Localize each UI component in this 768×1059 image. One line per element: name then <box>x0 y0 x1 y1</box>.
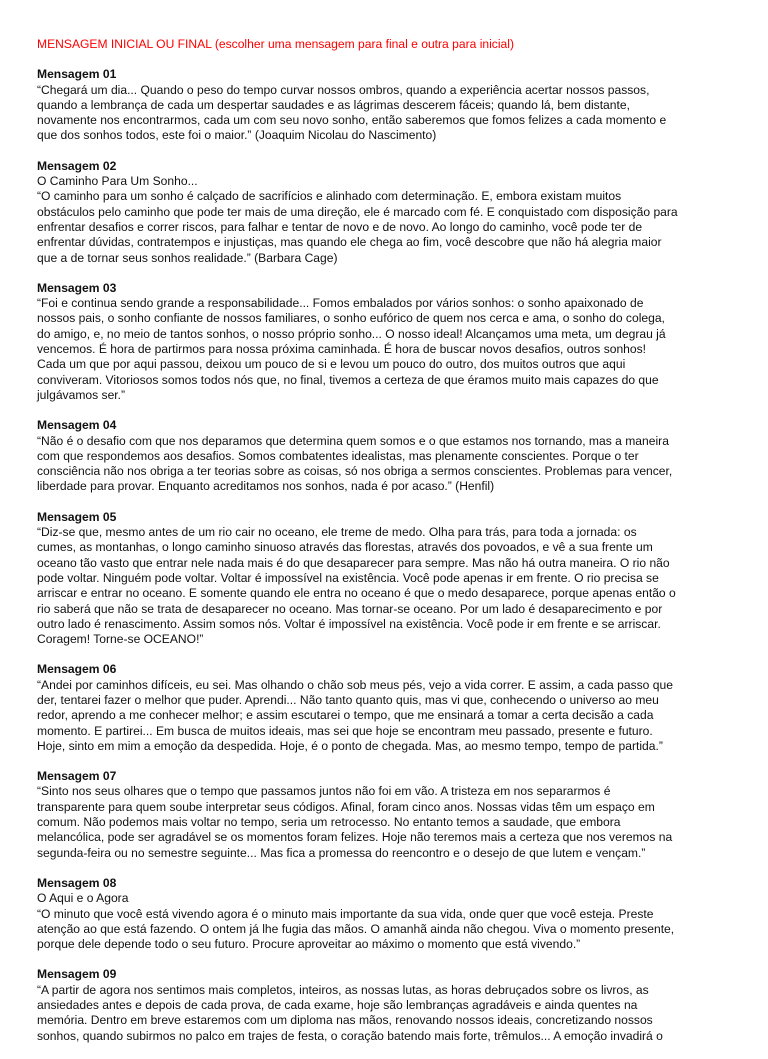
message-title: Mensagem 06 <box>37 662 117 677</box>
message-line: comum. Não podemos mais voltar no tempo, seria um retrocesso. No entanto temos a saudade, que embora <box>37 815 621 830</box>
message-block <box>37 769 727 861</box>
message-line: “Não é o desafio com que nos deparamos que determina quem somos e o que estamos nos tornando, mas a maneira <box>37 433 669 448</box>
message-title: Mensagem 08 <box>37 875 117 890</box>
message-line: enfrentar desafios e correr riscos, para falhar e tentar de novo e de novo. Ao longo do caminho, você pode ter de <box>37 219 643 234</box>
message-line: “O caminho para um sonho é calçado de sacrifícios e alinhado com determinação. E, embora existam muitos <box>37 189 622 204</box>
message-line: nossos pais, o sonho confiante de nossos familiares, o sonho eufórico de quem nos cerca e ama, o sonho do colega, <box>37 311 665 326</box>
message-line: transparente para quem soube interpretar seus códigos. Afinal, foram cinco anos. Nossas vidas têm um espaço em <box>37 799 655 814</box>
message-line: quando a lembrança de cada um despertar saudades e as lágrimas descerem fáceis; quando lá, bem distante, <box>37 97 630 112</box>
message-line: obstáculos pelo caminho que pode ter mais de uma direção, ele é marcado com fé. E conquistado com disposição para <box>37 204 678 219</box>
message-block <box>37 159 727 266</box>
message-line: momento. E partirei... Em busca de muitos ideais, mas sei que hoje se encontram meu passado, presente e futuro. <box>37 723 653 738</box>
message-title: Mensagem 01 <box>37 67 117 82</box>
message-line: Coragem! Torne-se OCEANO!” <box>37 632 204 647</box>
message-line: rio saberá que não se trata de desaparecer no oceano. Mas tornar-se oceano. Por um lado é desaparecimento e por <box>37 601 663 616</box>
message-line: que a de tornar seus sonhos realidade.” (Barbara Cage) <box>37 250 338 265</box>
message-line: conviveram. Vitoriosos somos todos nós que, no final, tivemos a certeza de que éramos muito mais capazes do que <box>37 372 659 387</box>
message-title: Mensagem 05 <box>37 509 117 524</box>
message-line: ansiedades antes e depois de cada prova, de cada exame, hoje são lembranças agradáveis e ainda quentes na <box>37 998 638 1013</box>
message-line: arriscar e entrar no oceano. E somente quando ele entra no oceano é que o medo desaparece, porque apenas então o <box>37 586 676 601</box>
message-line: vencemos. É hora de partirmos para nossa próxima caminhada. É hora de buscar novos desafios, outros sonhos! <box>37 342 647 357</box>
message-line: que dos sonhos todos, este foi o maior.” (Joaquim Nicolau do Nascimento) <box>37 128 437 143</box>
message-line: “Diz-se que, mesmo antes de um rio cair no oceano, ele treme de medo. Olha para trás, para toda a jornada: os <box>37 525 637 540</box>
message-line: oceano tão vasto que entrar nele nada mais é do que desaparecer para sempre. Mas não há outra maneira. O rio não <box>37 555 670 570</box>
message-line: novamente nos encontrarmos, cada um com seu novo sonho, então saberemos que fomos felizes a cada momento e <box>37 113 667 128</box>
message-line: “Chegará um dia... Quando o peso do tempo curvar nossos ombros, quando a experiência acertar nossos passos, <box>37 82 650 97</box>
message-line: melancólica, pode ser agradável se os momentos foram felizes. Hoje não teremos mais a certeza que nos veremos na <box>37 830 673 845</box>
message-line: redor, aprendo a me conhecer melhor; e assim escutarei o tempo, que me ensinará a tomar a certa decisão a cada <box>37 708 654 723</box>
message-line: liberdade para provar. Enquanto acreditamos nos sonhos, nada é por acaso.” (Henfil) <box>37 479 495 494</box>
message-line: atenção ao que está fazendo. O ontem já lhe fugia das mãos. O amanhã ainda não chegou. Viva o momento presente, <box>37 921 675 936</box>
message-line: “Foi e continua sendo grande a responsabilidade... Fomos embalados por vários sonhos: o sonho apaixonado de <box>37 296 644 311</box>
message-subtitle: O Caminho Para Um Sonho... <box>37 174 198 189</box>
message-list <box>37 67 727 1044</box>
message-block <box>37 418 727 494</box>
message-line: cumes, as montanhas, o longo caminho sinuoso através das florestas, através dos povoados, e vê a sua frente um <box>37 540 653 555</box>
message-line: “O minuto que você está vivendo agora é o minuto mais importante da sua vida, onde quer que você esteja. Preste <box>37 906 654 921</box>
message-block <box>37 67 727 143</box>
message-block <box>37 967 727 1043</box>
document-page <box>37 37 727 1059</box>
message-line: sonhos, quando subirmos no palco em trajes de festa, o coração batendo mais forte, trêmulos... A emoção invadirá o <box>37 1028 663 1043</box>
message-line: segunda-feira ou no semestre seguinte... Mas fica a promessa do reencontro e o desejo de que lutem e vençam.” <box>37 845 646 860</box>
message-block <box>37 281 727 403</box>
message-title: Mensagem 03 <box>37 280 117 295</box>
message-line: Hoje, sinto em mim a emoção da despedida. Hoje, é o ponto de chegada. Mas, ao mesmo tempo, tempo de partida.” <box>37 738 663 753</box>
message-line: porque dele depende todo o seu futuro. Procure aproveitar ao máximo o momento que está vivendo.” <box>37 937 581 952</box>
message-line: der, tentarei fazer o melhor que puder. Aprendi... Não tanto quanto quis, mas vi que, conhecendo o universo ao meu <box>37 692 659 707</box>
message-line: memória. Dentro em breve estaremos com um diploma nas mãos, renovando nossos ideais, concretizando nossos <box>37 1013 653 1028</box>
message-line: “Andei por caminhos difíceis, eu sei. Mas olhando o chão sob meus pés, vejo a vida correr. E assim, a cada passo que <box>37 677 673 692</box>
message-line: outro lado é renascimento. Assim somos nós. Voltar é impossível na existência. Você pode ir em frente e se arriscar. <box>37 616 661 631</box>
message-line: julgávamos ser.” <box>37 387 126 402</box>
message-line: do amigo, e, no meio de tantos sonhos, o nosso próprio sonho... O nosso ideal! Alcançamos uma meta, um degrau já <box>37 326 666 341</box>
message-line: “A partir de agora nos sentimos mais completos, inteiros, as nossas lutas, as horas debruçados sobre os livros, as <box>37 982 649 997</box>
message-block <box>37 510 727 648</box>
message-line: com que respondemos aos desafios. Somos combatentes idealistas, mas plenamente conscientes. Porque o ter <box>37 448 639 463</box>
message-title: Mensagem 02 <box>37 158 117 173</box>
message-block <box>37 662 727 754</box>
message-line: pode voltar. Ninguém pode voltar. Voltar é impossível na existência. Você pode apenas ir em frente. O rio precisa se <box>37 570 659 585</box>
message-title: Mensagem 09 <box>37 967 117 982</box>
message-title: Mensagem 07 <box>37 769 117 784</box>
message-subtitle: O Aqui e o Agora <box>37 891 129 906</box>
message-block <box>37 876 727 952</box>
message-line: consciência não nos obriga a ter teorias sobre as coisas, só nos obriga a sermos conscientes. Problemas para vencer, <box>37 464 673 479</box>
message-line: Cada um que por aqui passou, deixou um pouco de si e levou um pouco do outro, dos muitos outros que aqui <box>37 357 626 372</box>
message-line: enfrentar dúvidas, contratempos e injustiças, mas quando ele chega ao fim, você descobre que não há alegria maior <box>37 235 662 250</box>
message-line: “Sinto nos seus olhares que o tempo que passamos juntos não foi em vão. A tristeza em nos separarmos é <box>37 784 611 799</box>
document-heading: MENSAGEM INICIAL OU FINAL (escolher uma mensagem para final e outra para inicial) <box>37 37 514 51</box>
message-title: Mensagem 04 <box>37 418 117 433</box>
